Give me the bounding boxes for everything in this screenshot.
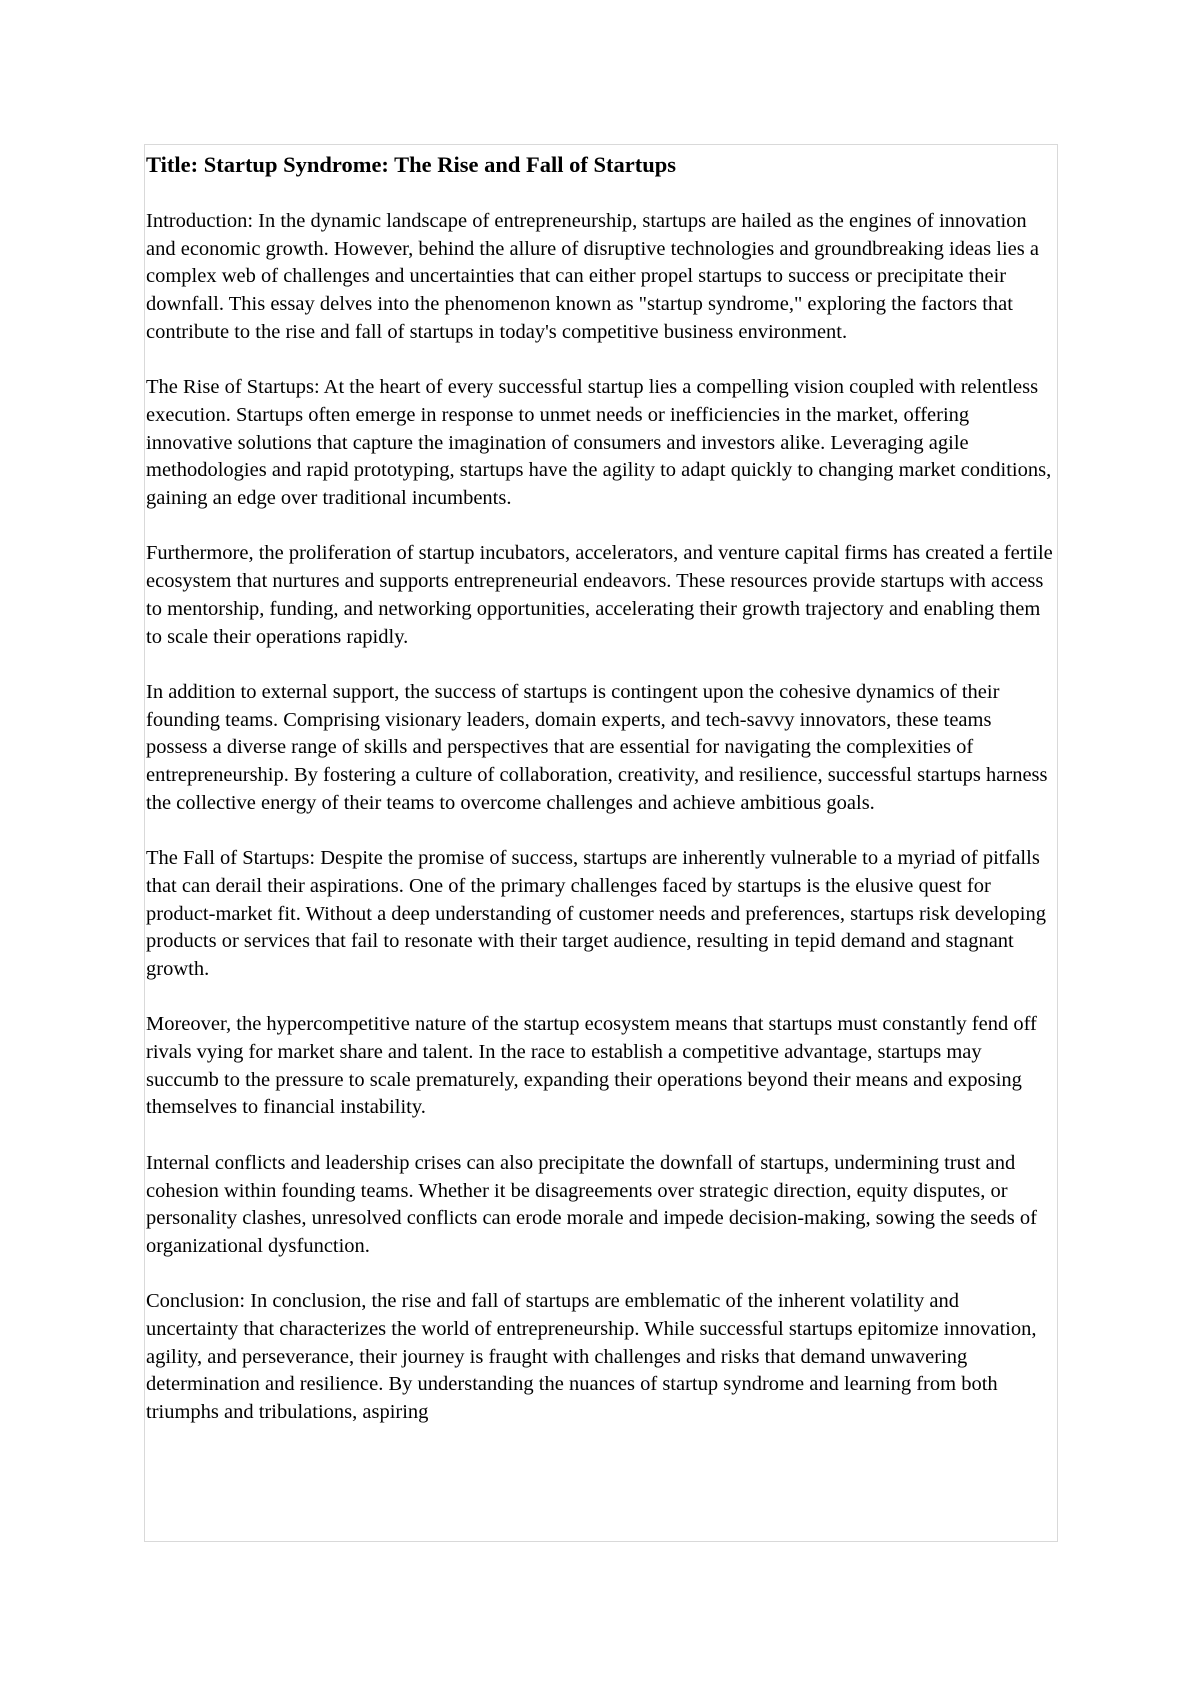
paragraph-introduction: Introduction: In the dynamic landscape of entrepreneurship, startups are hailed as the engines of innovation and economic growth. However, behind the allure of disruptive technologies and groundbreaking ideas lies a complex web of challenges and uncertainties that can either propel startups to success or precipitate their downfall. This essay delves into the phenomenon known as "startup syndrome," exploring the factors that contribute to the rise and fall of startups in today's competitive business environment.: [146, 210, 1039, 343]
paragraph-founding-teams: In addition to external support, the success of startups is contingent upon the cohesive dynamics of their founding teams. Comprising visionary leaders, domain experts, and tech-savvy innovators, these teams possess a diverse range of skills and perspectives that are essential for navigating the complexities of entrepreneurship. By fostering a culture of collaboration, creativity, and resilience, successful startups harness the collective energy of their teams to overcome challenges and achieve ambitious goals.: [146, 680, 1048, 814]
paragraph-ecosystem: Furthermore, the proliferation of startup incubators, accelerators, and venture capital firms has created a fertile ecosystem that nurtures and supports entrepreneurial endeavors. These resources provide startups with access to mentorship, funding, and networking opportunities, accelerating their growth trajectory and enabling them to scale their operations rapidly.: [146, 542, 1053, 648]
paragraph-conclusion: Conclusion: In conclusion, the rise and fall of startups are emblematic of the inherent volatility and uncertainty that characterizes the world of entrepreneurship. While successful startups epitomize innovation, agility, and perseverance, their journey is fraught with challenges and risks that demand unwavering determination and resilience. By understanding the nuances of startup syndrome and learning from both triumphs and tribulations, aspiring: [146, 1290, 1037, 1424]
paragraph-competition: Moreover, the hypercompetitive nature of the startup ecosystem means that startups must constantly fend off rivals vying for market share and talent. In the race to establish a competitive advantage, startups may succumb to the pressure to scale prematurely, expanding their operations beyond their means and exposing themselves to financial instability.: [146, 1013, 1037, 1119]
document-text-box: [144, 144, 1058, 1542]
paragraph-fall-of-startups: The Fall of Startups: Despite the promise of success, startups are inherently vulnerable to a myriad of pitfalls that can derail their aspirations. One of the primary challenges faced by startups is the elusive quest for product-market fit. Without a deep understanding of customer needs and preferences, startups risk developing products or services that fail to resonate with their target audience, resulting in tepid demand and stagnant growth.: [146, 847, 1046, 980]
document-title: Title: Startup Syndrome: The Rise and Fall of Startups: [146, 152, 677, 177]
paragraph-internal-conflicts: Internal conflicts and leadership crises can also precipitate the downfall of startups, undermining trust and cohesion within founding teams. Whether it be disagreements over strategic direction, equity disputes, or personality clashes, unresolved conflicts can erode morale and impede decision-making, sowing the seeds of organizational dysfunction.: [146, 1151, 1037, 1257]
paragraph-rise-of-startups: The Rise of Startups: At the heart of every successful startup lies a compelling vision coupled with relentless execution. Startups often emerge in response to unmet needs or inefficiencies in the market, offering innovative solutions that capture the imagination of consumers and investors alike. Leveraging agile methodologies and rapid prototyping, startups have the agility to adapt quickly to changing market conditions, gaining an edge over traditional incumbents.: [146, 376, 1052, 510]
